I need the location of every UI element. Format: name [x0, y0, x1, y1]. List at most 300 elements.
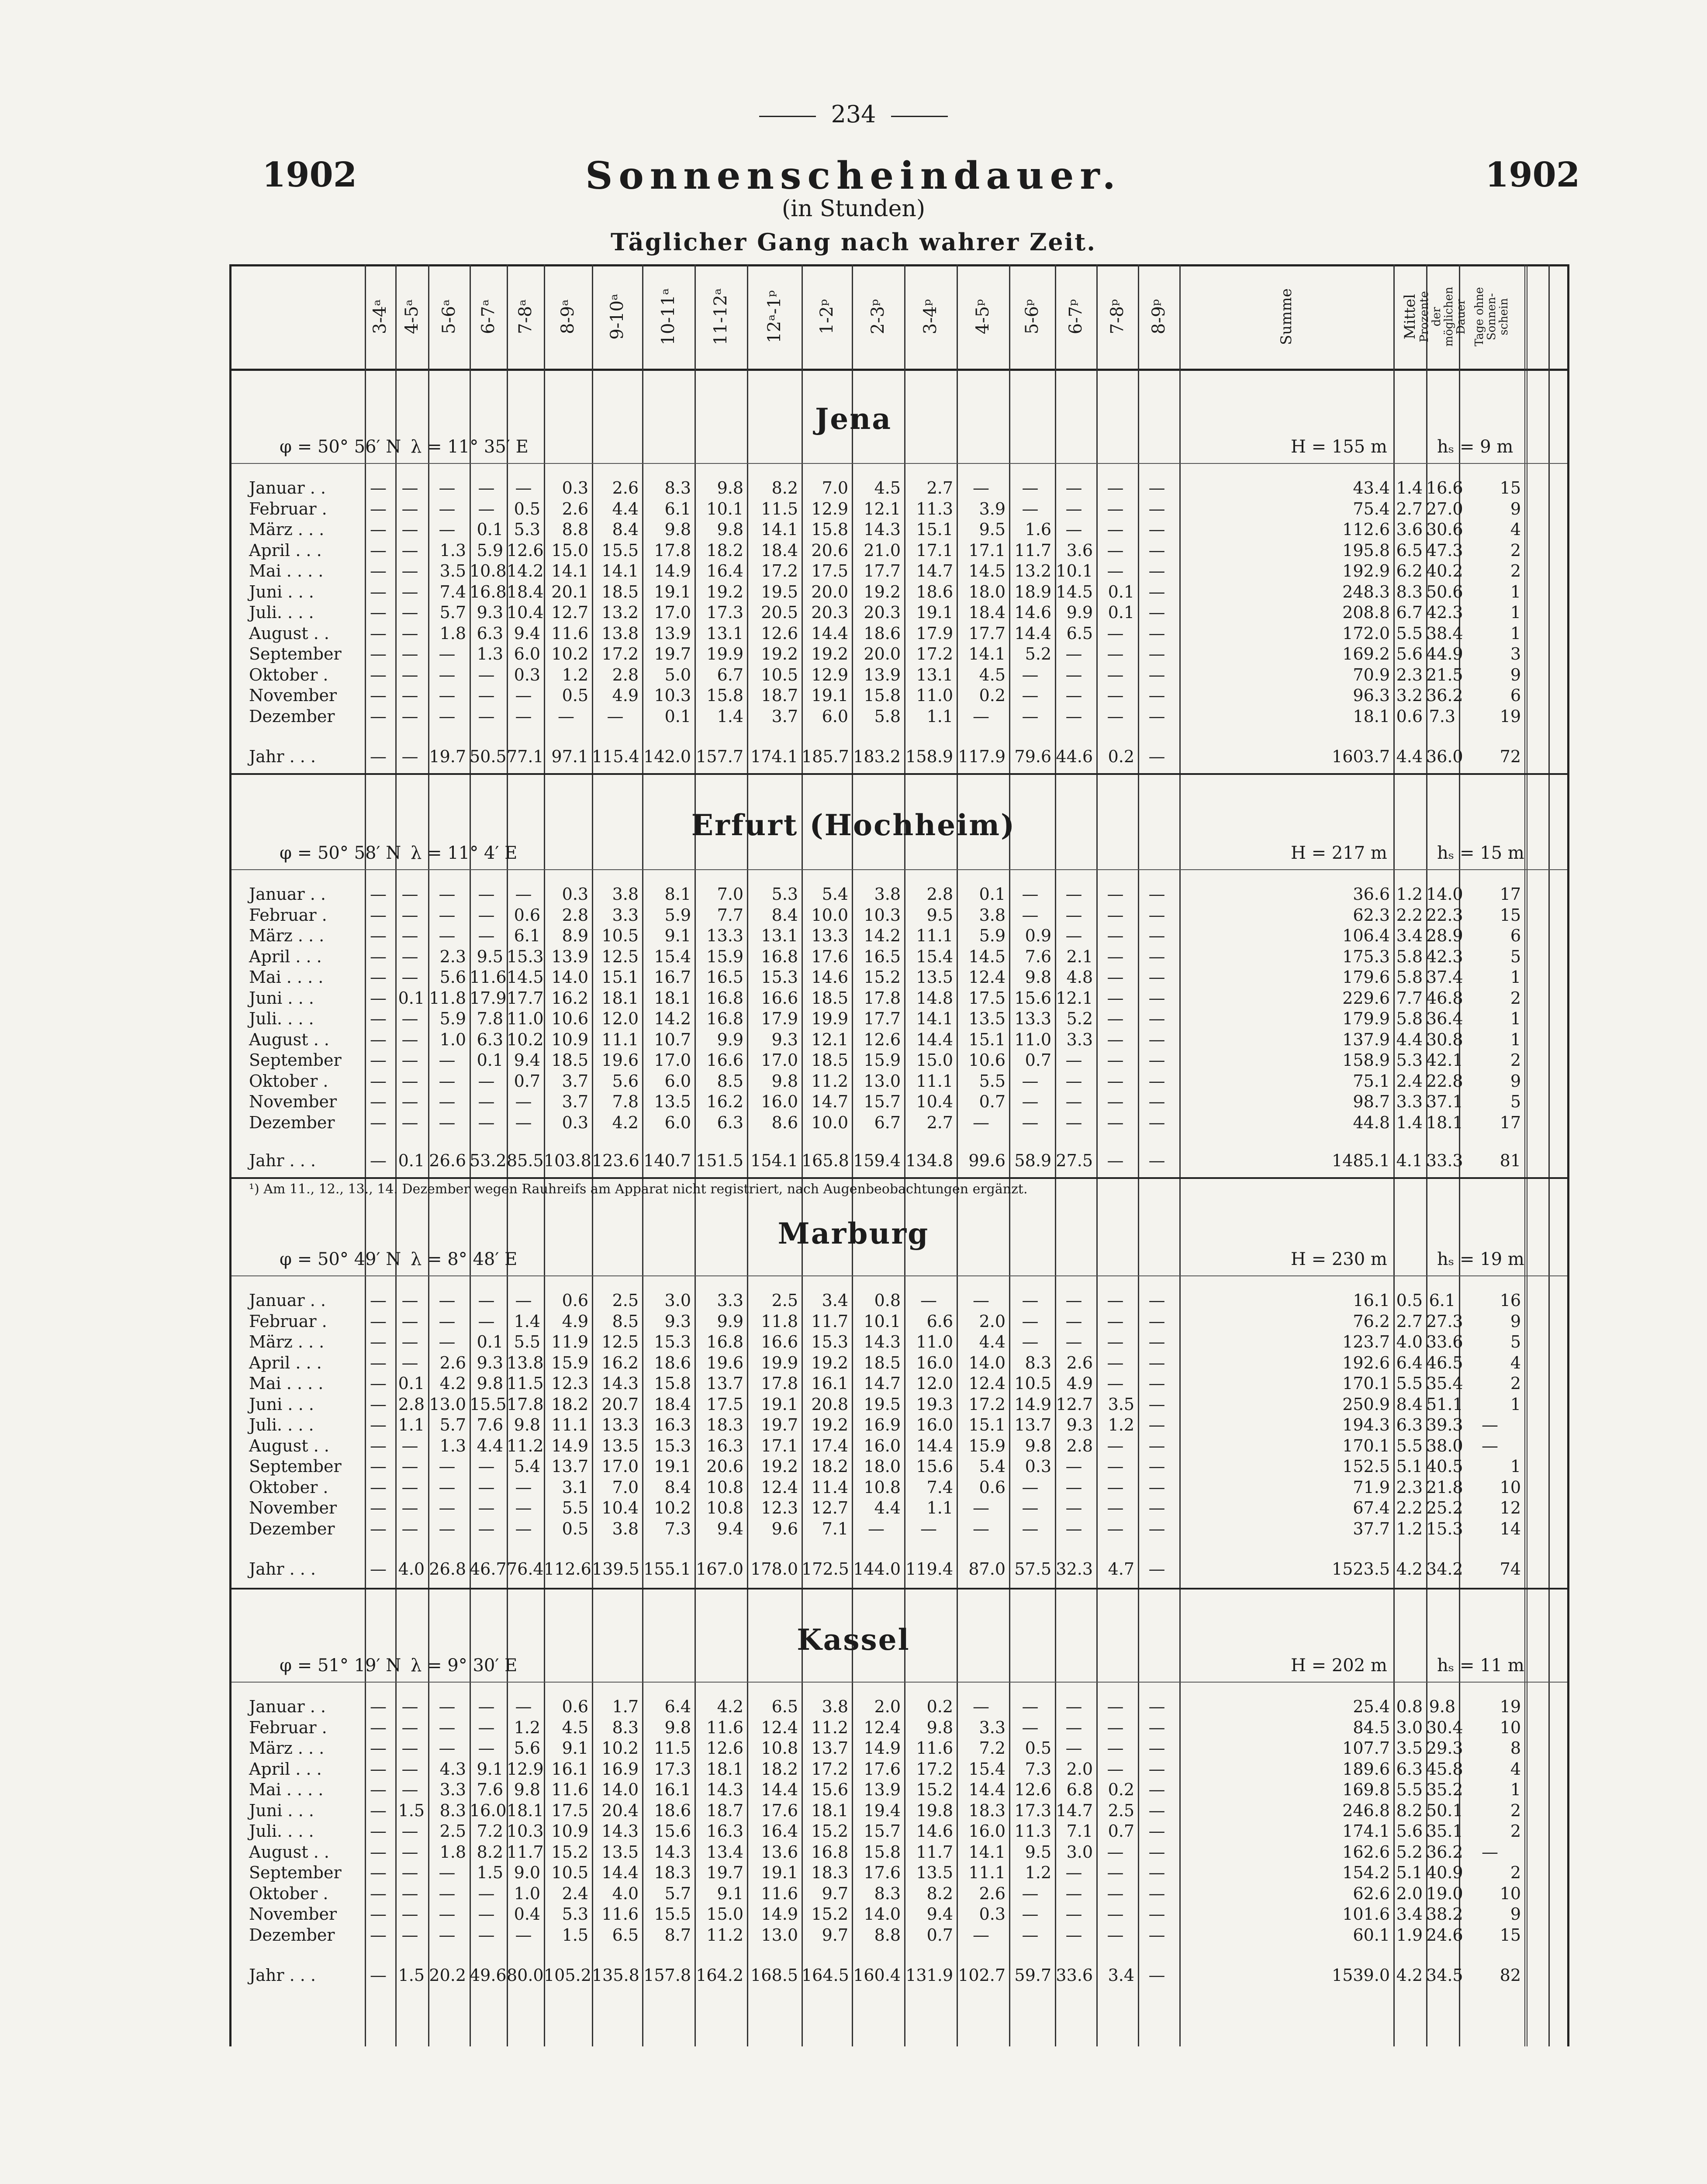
- table-cell: 19.2: [761, 644, 798, 663]
- table-cell: 8.3: [612, 1717, 639, 1737]
- table-cell: —: [1148, 968, 1165, 987]
- table-cell: —: [478, 1519, 495, 1538]
- table-cell: 7.0: [822, 478, 848, 498]
- month-label: November: [249, 1904, 337, 1924]
- year-total-cell: 20.2: [429, 1966, 466, 1985]
- table-cell: 18.4: [654, 1394, 691, 1414]
- column-header: [428, 271, 470, 363]
- table-cell: —: [478, 665, 495, 684]
- table-cell: 14.5: [968, 561, 1006, 581]
- table-cell: 30.6: [1426, 520, 1463, 539]
- table-cell: —: [478, 1092, 495, 1111]
- table-cell: 14.9: [551, 1436, 588, 1455]
- table-cell: 44.8: [1353, 1113, 1390, 1132]
- table-cell: 18.1: [507, 1800, 544, 1820]
- table-cell: 2.8: [1066, 1436, 1093, 1455]
- table-cell: 5.1: [1396, 1457, 1423, 1476]
- table-cell: —: [1107, 1457, 1124, 1476]
- table-cell: —: [439, 520, 456, 539]
- table-cell: 60.1: [1353, 1925, 1390, 1945]
- table-cell: 16.4: [761, 1821, 798, 1841]
- table-cell: —: [439, 1904, 456, 1924]
- column-header: [642, 271, 695, 363]
- table-cell: 20.0: [864, 644, 901, 663]
- table-cell: 3.4: [1396, 926, 1423, 945]
- table-cell: —: [439, 1925, 456, 1945]
- table-cell: 37.1: [1426, 1092, 1463, 1111]
- table-cell: 5.6: [1396, 1821, 1423, 1841]
- table-cell: 8.8: [874, 1925, 901, 1945]
- column-header-label: 4-5ᵖ: [973, 299, 993, 335]
- sensor-height: hₛ = 15 m: [1437, 843, 1524, 863]
- table-cell: —: [1148, 1394, 1165, 1414]
- table-cell: —: [1065, 520, 1082, 539]
- table-cell: 14.2: [864, 926, 901, 945]
- table-cell: 14: [1500, 1519, 1521, 1538]
- month-label: Februar .: [249, 1717, 327, 1737]
- table-cell: 12.6: [864, 1030, 901, 1049]
- year-total-cell: 157.7: [696, 747, 743, 766]
- table-cell: —: [1148, 706, 1165, 726]
- table-cell: 5.4: [822, 885, 848, 904]
- table-cell: 13.0: [761, 1925, 798, 1945]
- table-cell: 4.4: [612, 499, 639, 518]
- table-cell: 1.2: [514, 1717, 540, 1737]
- table-cell: 1.4: [1396, 478, 1423, 498]
- year-total-cell: 33.3: [1426, 1151, 1463, 1170]
- table-cell: —: [401, 968, 418, 987]
- table-cell: 4.4: [1396, 1030, 1423, 1049]
- table-cell: —: [401, 644, 418, 663]
- year-total-cell: 34.2: [1426, 1559, 1463, 1579]
- table-cell: —: [1022, 499, 1039, 518]
- table-cell: —: [478, 905, 495, 925]
- table-cell: —: [370, 1477, 387, 1497]
- table-cell: —: [1107, 1332, 1124, 1351]
- table-cell: 12.0: [916, 1374, 953, 1393]
- table-cell: 6.4: [664, 1697, 691, 1716]
- table-cell: 5.8: [874, 706, 901, 726]
- table-cell: 0.3: [979, 1904, 1006, 1924]
- table-cell: 17.2: [761, 561, 798, 581]
- table-cell: 10.5: [601, 926, 639, 945]
- table-cell: 11.3: [1014, 1821, 1051, 1841]
- table-cell: 11.0: [507, 1009, 544, 1028]
- table-cell: 11.6: [551, 1780, 588, 1799]
- table-cell: 4.4: [874, 1498, 901, 1517]
- table-cell: 14.0: [601, 1780, 639, 1799]
- table-cell: 18.2: [761, 1759, 798, 1779]
- table-cell: —: [370, 603, 387, 622]
- month-label: Dezember: [249, 706, 335, 726]
- table-cell: 6.2: [1396, 561, 1423, 581]
- year-total-cell: 82: [1500, 1966, 1521, 1985]
- table-cell: 10.4: [916, 1092, 953, 1111]
- table-cell: 14.8: [916, 988, 953, 1008]
- table-cell: 2.3: [439, 947, 466, 966]
- column-header-label: 12ᵃ-1ᵖ: [764, 290, 784, 343]
- year-total-cell: 74: [1500, 1559, 1521, 1579]
- table-cell: 19.7: [654, 644, 691, 663]
- table-cell: 13.0: [864, 1071, 901, 1091]
- table-cell: —: [370, 1842, 387, 1862]
- column-header: [747, 271, 802, 363]
- table-cell: 19.2: [811, 1415, 848, 1434]
- table-cell: 1: [1510, 582, 1521, 601]
- year-total-cell: 154.1: [750, 1151, 798, 1170]
- table-cell: 15.2: [811, 1821, 848, 1841]
- table-cell: —: [370, 582, 387, 601]
- table-cell: —: [439, 1697, 456, 1716]
- table-cell: 5.3: [514, 520, 540, 539]
- table-cell: 13.1: [916, 665, 953, 684]
- table-cell: —: [401, 885, 418, 904]
- table-cell: —: [401, 665, 418, 684]
- month-label: Oktober .: [249, 1883, 328, 1903]
- table-cell: 8.4: [612, 520, 639, 539]
- table-cell: —: [478, 499, 495, 518]
- table-cell: 0.5: [1025, 1738, 1051, 1758]
- table-cell: 11.1: [916, 926, 953, 945]
- table-cell: 192.6: [1342, 1353, 1390, 1372]
- table-cell: 14.5: [1056, 582, 1093, 601]
- table-cell: 24.6: [1426, 1925, 1463, 1945]
- table-cell: —: [370, 1415, 387, 1434]
- table-cell: —: [1148, 1821, 1165, 1841]
- table-cell: 8.6: [771, 1113, 798, 1132]
- table-cell: 3.4: [1396, 1904, 1423, 1924]
- table-cell: —: [370, 1759, 387, 1779]
- table-cell: 14.6: [1014, 603, 1051, 622]
- table-cell: 1: [1510, 1009, 1521, 1028]
- year-total-cell: 26.8: [429, 1559, 466, 1579]
- table-cell: 9.3: [1066, 1415, 1093, 1434]
- table-cell: 12.4: [968, 968, 1006, 987]
- table-cell: 12.0: [601, 1009, 639, 1028]
- table-cell: 11.2: [507, 1436, 544, 1455]
- table-cell: 40.5: [1426, 1457, 1463, 1476]
- table-cell: —: [370, 947, 387, 966]
- table-cell: 194.3: [1342, 1415, 1390, 1434]
- table-cell: 5.6: [612, 1071, 639, 1091]
- table-cell: 18.0: [968, 582, 1006, 601]
- column-header: [695, 271, 747, 363]
- table-cell: 0.6: [1396, 706, 1423, 726]
- month-label: Oktober .: [249, 665, 328, 684]
- table-cell: —: [1022, 1519, 1039, 1538]
- table-cell: 15.3: [811, 1332, 848, 1351]
- year-total-cell: —: [370, 747, 387, 766]
- table-cell: 2.2: [1396, 1498, 1423, 1517]
- table-cell: 1.3: [477, 644, 503, 663]
- table-cell: 1.3: [439, 540, 466, 560]
- table-cell: —: [1107, 1717, 1124, 1737]
- table-cell: —: [1022, 1904, 1039, 1924]
- table-cell: 6.3: [477, 623, 503, 643]
- table-cell: 10.5: [551, 1863, 588, 1882]
- table-cell: —: [478, 1925, 495, 1945]
- table-cell: 7.3: [1025, 1759, 1051, 1779]
- table-cell: 10.2: [654, 1498, 691, 1517]
- year-total-cell: 19.7: [429, 747, 466, 766]
- table-cell: 8.1: [664, 885, 691, 904]
- month-label: Januar . .: [249, 1291, 326, 1310]
- table-cell: 17.7: [507, 988, 544, 1008]
- table-cell: —: [439, 686, 456, 705]
- table-cell: —: [1107, 926, 1124, 945]
- table-cell: —: [515, 1519, 532, 1538]
- table-cell: —: [973, 706, 989, 726]
- table-cell: 192.9: [1342, 561, 1390, 581]
- table-cell: 18.5: [864, 1353, 901, 1372]
- table-cell: —: [401, 1113, 418, 1132]
- table-cell: 13.4: [706, 1842, 743, 1862]
- month-label: Januar . .: [249, 478, 326, 498]
- table-cell: 10.8: [761, 1738, 798, 1758]
- table-cell: 9.1: [562, 1738, 588, 1758]
- table-cell: 6.0: [664, 1113, 691, 1132]
- table-cell: 18.1: [654, 988, 691, 1008]
- table-cell: 2.7: [926, 1113, 953, 1132]
- table-cell: 4: [1510, 1759, 1521, 1779]
- table-cell: —: [1022, 665, 1039, 684]
- table-cell: 16.2: [601, 1353, 639, 1372]
- table-cell: —: [370, 1311, 387, 1331]
- table-cell: 19.0: [1426, 1883, 1463, 1903]
- table-cell: —: [401, 1009, 418, 1028]
- table-cell: —: [1065, 926, 1082, 945]
- table-cell: 16.6: [1426, 478, 1463, 498]
- table-cell: —: [1107, 1009, 1124, 1028]
- year-total-cell: 3.4: [1108, 1966, 1134, 1985]
- table-cell: 16.8: [706, 988, 743, 1008]
- month-label: Mai . . . .: [249, 561, 324, 581]
- year-total-cell: 144.0: [853, 1559, 901, 1579]
- table-cell: 12.1: [864, 499, 901, 518]
- table-cell: 3.8: [612, 1519, 639, 1538]
- table-cell: 19.1: [916, 603, 953, 622]
- table-cell: 5.5: [1396, 1436, 1423, 1455]
- page-title: Sonnenscheindauer.: [585, 154, 1122, 198]
- table-cell: 18.4: [761, 540, 798, 560]
- month-label: August . .: [249, 623, 329, 643]
- table-cell: 13.8: [601, 623, 639, 643]
- table-cell: 0.1: [979, 885, 1006, 904]
- table-cell: —: [439, 1311, 456, 1331]
- table-cell: 35.2: [1426, 1780, 1463, 1799]
- section-rule: [232, 463, 1567, 464]
- table-cell: 19: [1500, 1697, 1521, 1716]
- table-cell: 40.9: [1426, 1863, 1463, 1882]
- table-cell: —: [478, 1071, 495, 1091]
- table-cell: —: [478, 1883, 495, 1903]
- table-cell: —: [370, 1498, 387, 1517]
- table-cell: —: [370, 520, 387, 539]
- table-cell: 28.9: [1426, 926, 1463, 945]
- table-cell: 13.9: [864, 1780, 901, 1799]
- section-rule: [232, 773, 1567, 775]
- table-cell: 17.1: [968, 540, 1006, 560]
- table-caption: Täglicher Gang nach wahrer Zeit.: [610, 228, 1097, 256]
- table-cell: —: [1022, 1113, 1039, 1132]
- table-cell: 4.0: [1396, 1332, 1423, 1351]
- table-cell: 1: [1510, 1780, 1521, 1799]
- table-cell: 4: [1510, 1353, 1521, 1372]
- table-cell: —: [401, 1738, 418, 1758]
- year-total-cell: —: [1148, 1559, 1165, 1579]
- table-cell: 18.6: [654, 1800, 691, 1820]
- table-cell: 9: [1510, 665, 1521, 684]
- table-cell: 17.0: [601, 1457, 639, 1476]
- table-cell: 18.2: [811, 1457, 848, 1476]
- table-cell: —: [1148, 1800, 1165, 1820]
- table-cell: —: [1148, 1332, 1165, 1351]
- table-cell: —: [1482, 1415, 1498, 1434]
- table-cell: 13.9: [864, 665, 901, 684]
- table-cell: 15: [1500, 905, 1521, 925]
- table-cell: —: [973, 1113, 989, 1132]
- table-cell: 15.4: [916, 947, 953, 966]
- month-label: April . . .: [249, 1353, 322, 1372]
- table-cell: 1.3: [439, 1436, 466, 1455]
- longitude: λ = 11° 4′ E: [411, 843, 518, 863]
- table-cell: —: [1148, 947, 1165, 966]
- table-cell: 10.1: [706, 499, 743, 518]
- table-cell: 3.7: [562, 1071, 588, 1091]
- table-cell: —: [1148, 582, 1165, 601]
- table-cell: 20.6: [706, 1457, 743, 1476]
- table-cell: 18.0: [864, 1457, 901, 1476]
- month-label: Juli. . . .: [249, 1415, 314, 1434]
- longitude: λ = 9° 30′ E: [411, 1655, 518, 1676]
- month-label: Juli. . . .: [249, 1821, 314, 1841]
- table-cell: 16.3: [654, 1415, 691, 1434]
- year-total-cell: 26.6: [429, 1151, 466, 1170]
- table-cell: 2.8: [612, 665, 639, 684]
- table-cell: 1.5: [562, 1925, 588, 1945]
- month-label: Dezember: [249, 1925, 335, 1945]
- table-cell: —: [1065, 686, 1082, 705]
- month-label: Juli. . . .: [249, 1009, 314, 1028]
- table-cell: 15.2: [551, 1842, 588, 1862]
- table-cell: 18.7: [706, 1800, 743, 1820]
- table-cell: 248.3: [1342, 582, 1390, 601]
- table-cell: 14.2: [654, 1009, 691, 1028]
- year-total-cell: 32.3: [1056, 1559, 1093, 1579]
- year-total-cell: —: [1148, 1966, 1165, 1985]
- table-cell: —: [370, 665, 387, 684]
- table-cell: —: [1148, 1780, 1165, 1799]
- table-cell: 19.5: [761, 582, 798, 601]
- year-total-cell: 1539.0: [1332, 1966, 1390, 1985]
- table-cell: 25.2: [1426, 1498, 1463, 1517]
- table-cell: —: [515, 478, 532, 498]
- table-cell: 9.5: [926, 905, 953, 925]
- table-cell: —: [370, 623, 387, 643]
- table-cell: 7.2: [477, 1821, 503, 1841]
- table-cell: 18.1: [706, 1759, 743, 1779]
- table-cell: 5: [1510, 1332, 1521, 1351]
- table-cell: 9.5: [477, 947, 503, 966]
- year-total-cell: —: [1148, 1151, 1165, 1170]
- table-cell: 10.8: [706, 1477, 743, 1497]
- table-cell: —: [1148, 1051, 1165, 1070]
- table-cell: 2.0: [1066, 1759, 1093, 1779]
- table-cell: 16.3: [706, 1436, 743, 1455]
- table-cell: 5.2: [1396, 1842, 1423, 1862]
- table-cell: —: [370, 1925, 387, 1945]
- table-cell: —: [401, 603, 418, 622]
- table-cell: —: [1107, 623, 1124, 643]
- table-cell: —: [401, 1759, 418, 1779]
- table-cell: —: [1065, 1738, 1082, 1758]
- table-cell: 11.7: [916, 1842, 953, 1862]
- table-cell: 5.7: [439, 1415, 466, 1434]
- table-cell: 21.8: [1426, 1477, 1463, 1497]
- table-cell: —: [1065, 1291, 1082, 1310]
- table-cell: 1: [1510, 623, 1521, 643]
- table-cell: 16.6: [706, 1051, 743, 1070]
- table-cell: 2: [1510, 1821, 1521, 1841]
- table-cell: 5.2: [1066, 1009, 1093, 1028]
- table-cell: 2.4: [562, 1883, 588, 1903]
- table-cell: —: [370, 1291, 387, 1310]
- table-cell: 20.4: [601, 1800, 639, 1820]
- table-cell: 10.6: [968, 1051, 1006, 1070]
- table-cell: 9.3: [477, 603, 503, 622]
- table-cell: 0.2: [1108, 1780, 1134, 1799]
- year-total-cell: 4.7: [1108, 1559, 1134, 1579]
- year-total-cell: 167.0: [696, 1559, 743, 1579]
- table-cell: —: [1107, 1374, 1124, 1393]
- table-cell: 13.3: [601, 1415, 639, 1434]
- table-cell: 15.5: [470, 1394, 507, 1414]
- table-cell: 14.4: [916, 1030, 953, 1049]
- table-cell: 6.5: [612, 1925, 639, 1945]
- year-total-cell: 157.8: [643, 1966, 691, 1985]
- table-cell: 17.5: [968, 988, 1006, 1008]
- table-cell: 33.6: [1426, 1332, 1463, 1351]
- table-cell: 9.6: [771, 1519, 798, 1538]
- table-cell: 17.3: [1014, 1800, 1051, 1820]
- table-cell: 13.9: [654, 623, 691, 643]
- column-header: [1179, 271, 1393, 363]
- table-cell: 15.3: [1426, 1519, 1463, 1538]
- table-cell: 14.9: [654, 561, 691, 581]
- table-cell: 0.2: [926, 1697, 953, 1716]
- table-cell: 15.8: [654, 1374, 691, 1393]
- table-cell: —: [1148, 1738, 1165, 1758]
- table-cell: 17.0: [761, 1051, 798, 1070]
- table-cell: 1.0: [514, 1883, 540, 1903]
- table-cell: 5.5: [514, 1332, 540, 1351]
- column-header-label: Summe: [1278, 288, 1295, 345]
- year-total-cell: 164.2: [696, 1966, 743, 1985]
- table-cell: 11.5: [654, 1738, 691, 1758]
- table-cell: 6.8: [1066, 1780, 1093, 1799]
- table-cell: —: [1065, 1092, 1082, 1111]
- table-cell: —: [439, 1863, 456, 1882]
- table-cell: —: [973, 1498, 989, 1517]
- table-cell: 9.8: [514, 1415, 540, 1434]
- table-cell: 0.1: [398, 1374, 425, 1393]
- table-cell: —: [1065, 905, 1082, 925]
- table-cell: 162.6: [1342, 1842, 1390, 1862]
- table-cell: 14.1: [968, 644, 1006, 663]
- table-cell: 250.9: [1342, 1394, 1390, 1414]
- table-cell: —: [1482, 1436, 1498, 1455]
- column-header: [904, 271, 957, 363]
